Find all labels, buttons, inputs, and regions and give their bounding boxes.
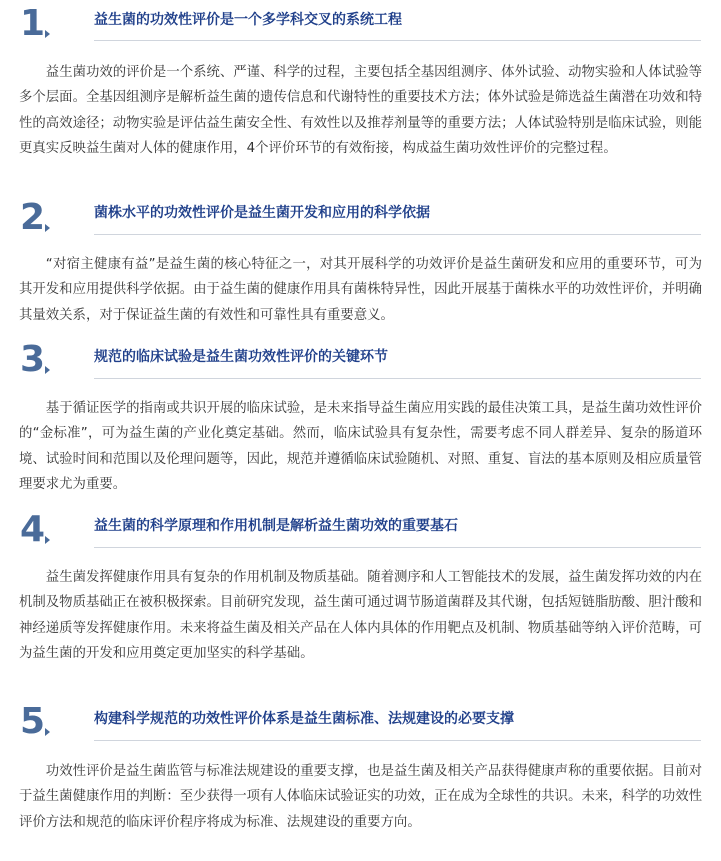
section-body: 基于循证医学的指南或共识开展的临床试验，是未来指导益生菌应用实践的最佳决策工具，是益生菌功效性评价的“金标准”，可为益生菌的产业化奠定基础。然而，临床试验具有复杂性，需要考虑不同人群差异、复杂的肠道环境、试验时间和范围以及伦理问题等，因此，规范并遵循临床试验随机、对照、重复、盲法的基本原则及相应质量管理要求尤为重要。 [19,401,702,493]
section-body: 功效性评价是益生菌监管与标准法规建设的重要支撑，也是益生菌及相关产品获得健康声称的重要依据。目前对于益生菌健康作用的判断：至少获得一项有人体临床试验证实的功效，正在成为全球性的共识。未来，科学的功效性评价方法和规范的临床评价程序将成为标准、法规建设的重要方向。 [19,764,702,830]
section-number: 2 [20,197,46,238]
section-number: 3 [20,339,46,380]
section-number: 5 [20,701,46,742]
arrow-icon [45,728,50,736]
section-body: 益生菌功效的评价是一个系统、严谨、科学的过程，主要包括全基因组测序、体外试验、动物实验和人体试验等多个层面。全基因组测序是解析益生菌的遗传信息和代谢特性的重要技术方法；体外试验是筛选益生菌潜在功效和特性的高效途径；动物实验是评估益生菌安全性、有效性以及推荐剂量等的重要方法；人体试验特别是临床试验，则能更真实反映益生菌对人体的健康作用，4个评价环节的有效衔接，构成益生菌功效性评价的完整过程。 [19,65,702,157]
section-number: 4 [20,509,46,550]
section-number: 1 [20,3,46,44]
section-body: “对宿主健康有益”是益生菌的核心特征之一，对其开展科学的功效评价是益生菌研发和应用的重要环节，可为其开发和应用提供科学依据。由于益生菌的健康作用具有菌株特异性，因此开展基于菌株水平的功效性评价，并明确其量效关系，对于保证益生菌的有效性和可靠性具有重要意义。 [19,257,702,323]
section-title: 益生菌的功效性评价是一个多学科交叉的系统工程 [94,12,402,28]
section-title: 规范的临床试验是益生菌功效性评价的关键环节 [94,349,388,365]
divider [94,740,701,741]
section-body: 益生菌发挥健康作用具有复杂的作用机制及物质基础。随着测序和人工智能技术的发展，益生菌发挥功效的内在机制及物质基础正在被积极探索。目前研究发现，益生菌可通过调节肠道菌群及其代谢，包括短链脂肪酸、胆汁酸和神经递质等发挥健康作用。未来将益生菌及相关产品在人体内具体的作用靶点及机制、物质基础等纳入评价范畴，可为益生菌的开发和应用奠定更加坚实的科学基础。 [19,570,702,662]
section-title: 菌株水平的功效性评价是益生菌开发和应用的科学依据 [94,205,430,221]
section-title: 构建科学规范的功效性评价体系是益生菌标准、法规建设的必要支撑 [94,711,514,727]
section-title: 益生菌的科学原理和作用机制是解析益生菌功效的重要基石 [94,518,458,534]
